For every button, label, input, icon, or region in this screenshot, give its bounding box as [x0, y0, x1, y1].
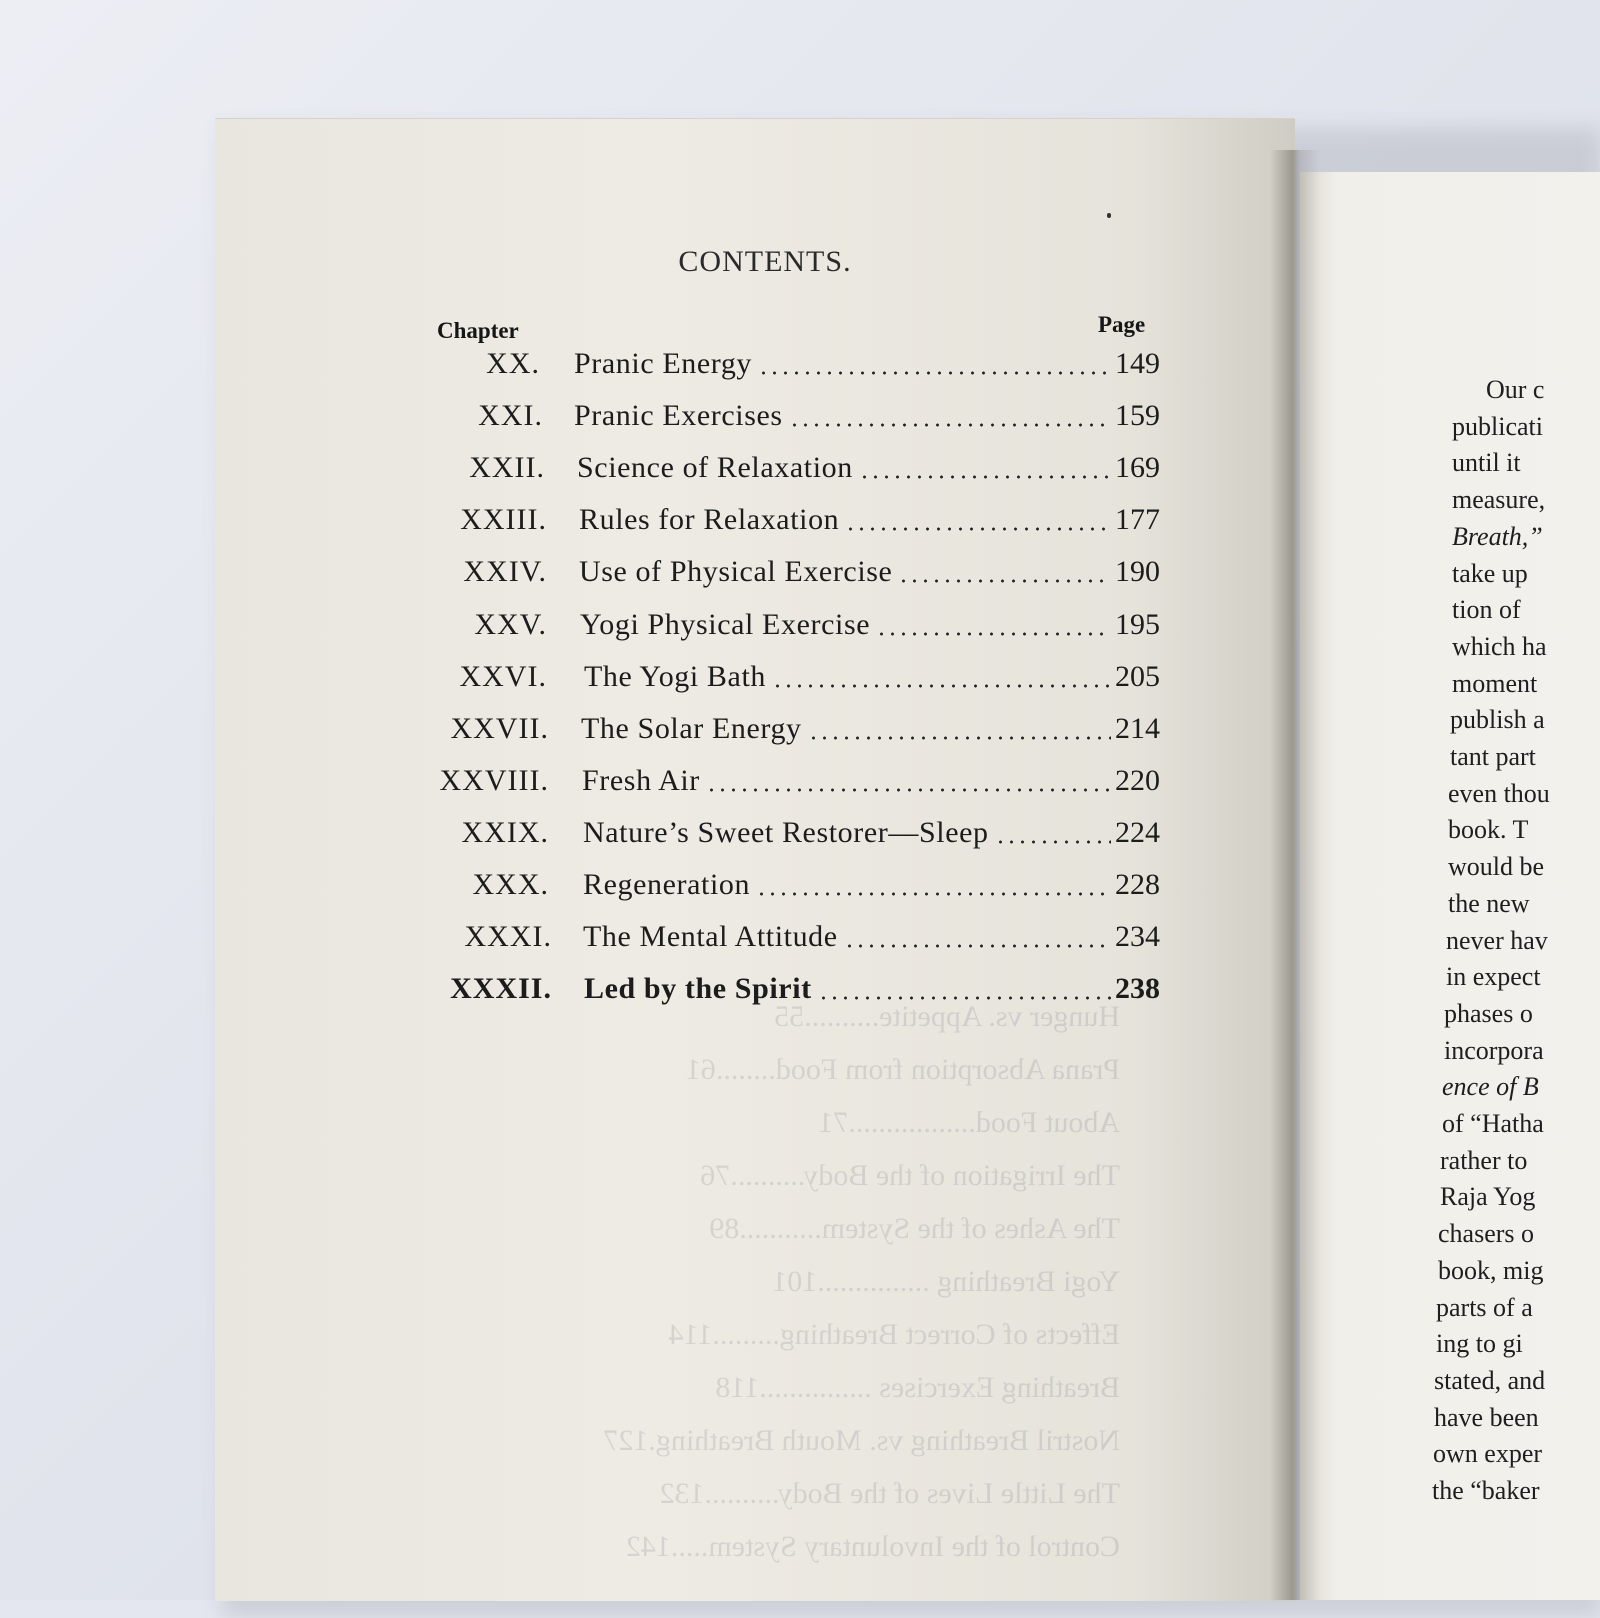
dot-leader [898, 579, 1111, 583]
chapter-number: XXIV. [463, 555, 547, 588]
right-page-line: the new [1448, 888, 1530, 918]
page-number: 228 [1115, 868, 1160, 901]
page-number: 159 [1115, 399, 1160, 432]
chapter-number: XX. [486, 347, 540, 380]
chapter-title: Regeneration [583, 868, 751, 901]
chapter-title: Led by the Spirit [584, 972, 812, 1005]
dot-leader [772, 684, 1111, 688]
dot-leader [818, 996, 1111, 1000]
chapter-title: Fresh Air [582, 764, 700, 797]
right-page-line: in expect [1446, 962, 1541, 992]
page-number: 190 [1115, 555, 1160, 588]
chapter-number: XXI. [478, 399, 543, 432]
right-page-line: book. T [1448, 815, 1529, 845]
show-through-line: Prana Absorption from Food........61 [685, 1053, 1120, 1086]
right-page-line: would be [1448, 852, 1545, 882]
dot-leader [706, 788, 1111, 792]
toc-entry [0, 503, 1200, 543]
right-page-line: stated, and [1434, 1365, 1546, 1395]
chapter-title: The Yogi Bath [584, 660, 766, 693]
chapter-number: XXXII. [450, 972, 552, 1005]
page-number: 169 [1115, 451, 1160, 484]
toc-entry [0, 347, 1200, 387]
dot-leader [756, 892, 1111, 896]
page-number: 177 [1115, 503, 1160, 536]
chapter-number: XXVIII. [439, 764, 549, 797]
right-page-line: publish a [1450, 705, 1545, 735]
show-through-line: Breathing Exercises ...............118 [715, 1371, 1120, 1404]
toc-entry [0, 712, 1200, 752]
page-number: 234 [1115, 920, 1160, 953]
chapter-title: Nature’s Sweet Restorer—Sleep [583, 816, 989, 849]
chapter-number: XXVI. [459, 660, 547, 693]
toc-entry [0, 972, 1200, 1012]
page-number: 149 [1115, 347, 1160, 380]
dot-leader [844, 944, 1111, 948]
toc-entry [0, 816, 1200, 856]
show-through-line: Effects of Correct Breathing.........114 [668, 1318, 1120, 1351]
dot-leader [789, 423, 1111, 427]
toc-entry [0, 920, 1200, 960]
chapter-title: Science of Relaxation [577, 451, 853, 484]
right-page-line: ence of B [1442, 1072, 1539, 1102]
right-page-line: moment [1452, 668, 1538, 698]
right-page-text [1300, 372, 1600, 1510]
dot-leader [995, 840, 1111, 844]
show-through-line: Hunger vs. Appetite..........55 [774, 1000, 1120, 1033]
right-page-line: phases o [1444, 998, 1533, 1028]
chapter-title: Pranic Exercises [574, 399, 783, 432]
dot-leader [845, 527, 1111, 531]
chapter-number: XXXI. [464, 920, 552, 953]
right-page-line: which ha [1452, 631, 1547, 661]
right-page-line: measure, [1452, 485, 1546, 515]
dot-leader [808, 736, 1111, 740]
show-through-line: Yogi Breathing ...............101 [772, 1265, 1120, 1298]
right-page-line: book, mig [1438, 1255, 1544, 1285]
right-page-line: of “Hatha [1442, 1109, 1544, 1139]
right-page-line: tion of [1452, 595, 1521, 625]
dot-leader [859, 475, 1111, 479]
show-through-line: Nostril Breathing vs. Mouth Breathing.127 [603, 1424, 1120, 1457]
toc-entry [0, 399, 1200, 439]
chapter-title: Pranic Energy [574, 347, 753, 380]
toc-entry [0, 451, 1200, 491]
right-page-line: even thou [1448, 778, 1550, 808]
contents-heading: CONTENTS. [678, 245, 852, 278]
show-through-line: About Food.................71 [818, 1106, 1120, 1139]
chapter-number: XXII. [469, 451, 545, 484]
chapter-column-header: Chapter [437, 318, 519, 343]
right-page-line: have been [1434, 1402, 1539, 1432]
chapter-number: XXX. [472, 868, 549, 901]
show-through-line: The Little Lives of the Body..........132 [659, 1477, 1120, 1510]
toc-entry [0, 660, 1200, 700]
chapter-title: Use of Physical Exercise [579, 555, 893, 588]
toc-entry [0, 608, 1200, 648]
right-page-line: publicati [1452, 411, 1543, 441]
right-page-line: own exper [1433, 1439, 1543, 1469]
show-through-line: The Irrigation of the Body..........76 [700, 1159, 1120, 1192]
right-page-line: Our c [1486, 375, 1545, 404]
page-number: 224 [1115, 816, 1160, 849]
right-page-line: never hav [1446, 925, 1548, 955]
page-number: 220 [1115, 764, 1160, 797]
right-page-line: take up [1452, 558, 1528, 588]
right-page-line: incorpora [1444, 1035, 1544, 1065]
dot-leader [758, 371, 1111, 375]
chapter-number: XXIII. [460, 503, 547, 536]
right-page-line: parts of a [1436, 1292, 1533, 1322]
page-number: 195 [1115, 608, 1160, 641]
right-page-line: tant part [1450, 742, 1536, 772]
chapter-title: The Mental Attitude [583, 920, 838, 953]
toc-entry [0, 555, 1200, 595]
show-through-line: The Ashes of the System...........89 [709, 1212, 1120, 1245]
right-page-line: ing to gi [1436, 1329, 1523, 1359]
right-page-line: until it [1452, 448, 1521, 478]
chapter-title: Rules for Relaxation [579, 503, 840, 536]
right-page-line: Raja Yog [1440, 1182, 1536, 1212]
dot-leader [876, 632, 1111, 636]
chapter-title: The Solar Energy [581, 712, 802, 745]
right-page-line: Breath,” [1452, 521, 1543, 551]
chapter-number: XXV. [474, 608, 547, 641]
toc-entry [0, 868, 1200, 908]
right-page-line: chasers o [1438, 1219, 1535, 1249]
page-number: 205 [1115, 660, 1160, 693]
chapter-number: XXIX. [461, 816, 549, 849]
show-through-line: Control of the Involuntary System.....142 [625, 1530, 1120, 1563]
right-page-line: the “baker [1432, 1476, 1540, 1506]
page-number: 214 [1115, 712, 1160, 745]
page-number: 238 [1115, 972, 1160, 1005]
right-page-line: rather to [1440, 1145, 1528, 1175]
toc-entry [0, 764, 1200, 804]
chapter-number: XXVII. [450, 712, 549, 745]
chapter-title: Yogi Physical Exercise [580, 608, 871, 641]
page-column-header: Page [1098, 312, 1146, 337]
